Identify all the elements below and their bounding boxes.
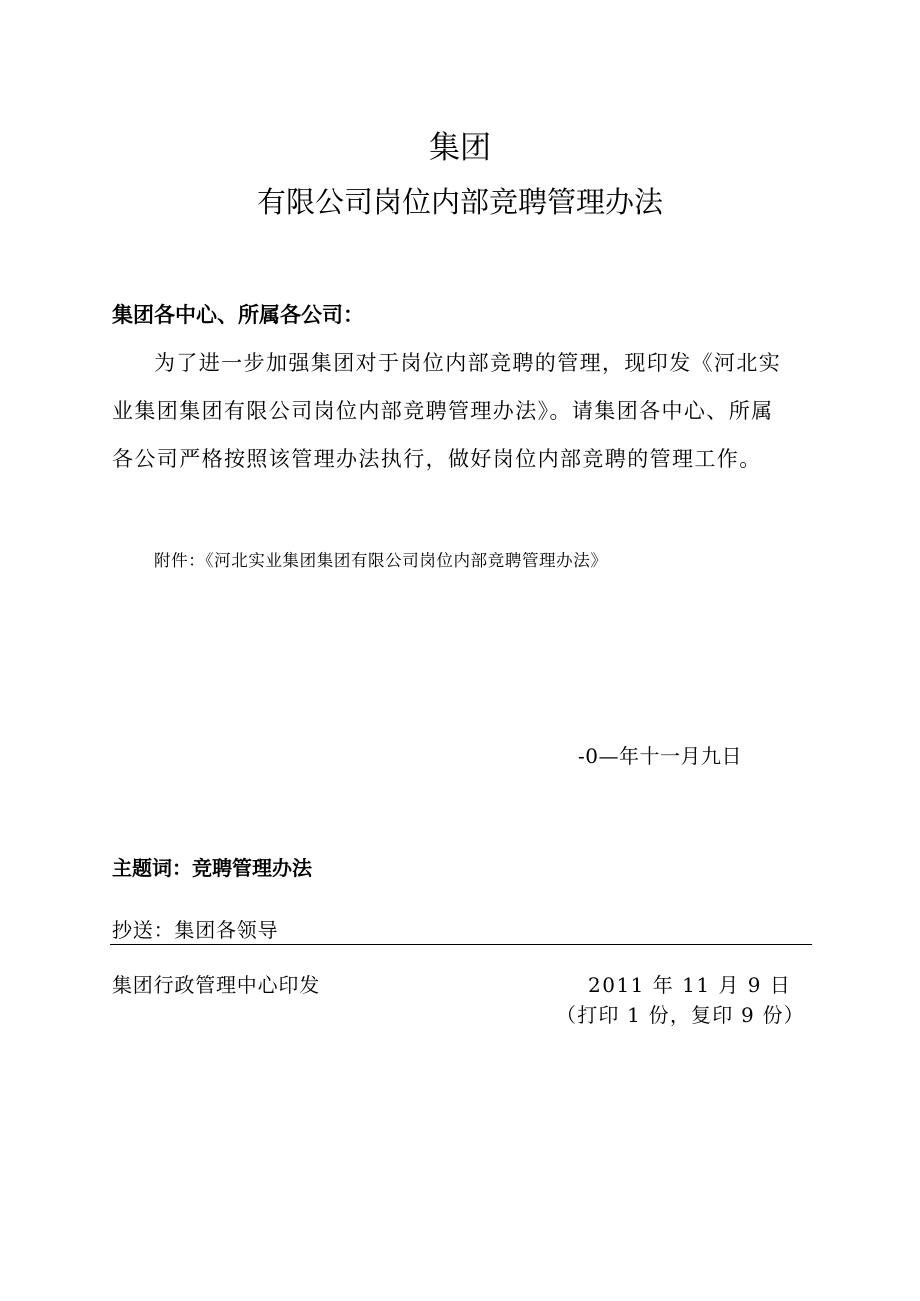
body-paragraph-line-3: 各公司严格按照该管理办法执行，做好岗位内部竞聘的管理工作。 [112,447,762,471]
issuing-department: 集团行政管理中心印发 [112,973,320,997]
issue-date: 2011 年 11 月 9 日 [588,973,792,997]
signature-date: -0—年十一月九日 [578,744,742,768]
subject-keywords: 主题词：竞聘管理办法 [112,856,312,880]
cc-recipients: 抄送：集团各领导 [112,918,279,942]
salutation: 集团各中心、所属各公司： [112,302,364,327]
document-title-line-2: 有限公司岗位内部竞聘管理办法 [256,185,663,219]
document-title-line-1: 集团 [429,130,491,166]
body-paragraph-line-2: 业集团集团有限公司岗位内部竞聘管理办法》。请集团各中心、所属 [112,399,774,423]
divider-line [110,944,812,945]
attachment-note: 附件：《河北实业集团集团有限公司岗位内部竞聘管理办法》 [154,551,608,570]
copies-note: （打印 1 份，复印 9 份） [556,1003,805,1027]
body-paragraph-line-1: 为了进一步加强集团对于岗位内部竞聘的管理，现印发《河北实 [154,351,782,375]
